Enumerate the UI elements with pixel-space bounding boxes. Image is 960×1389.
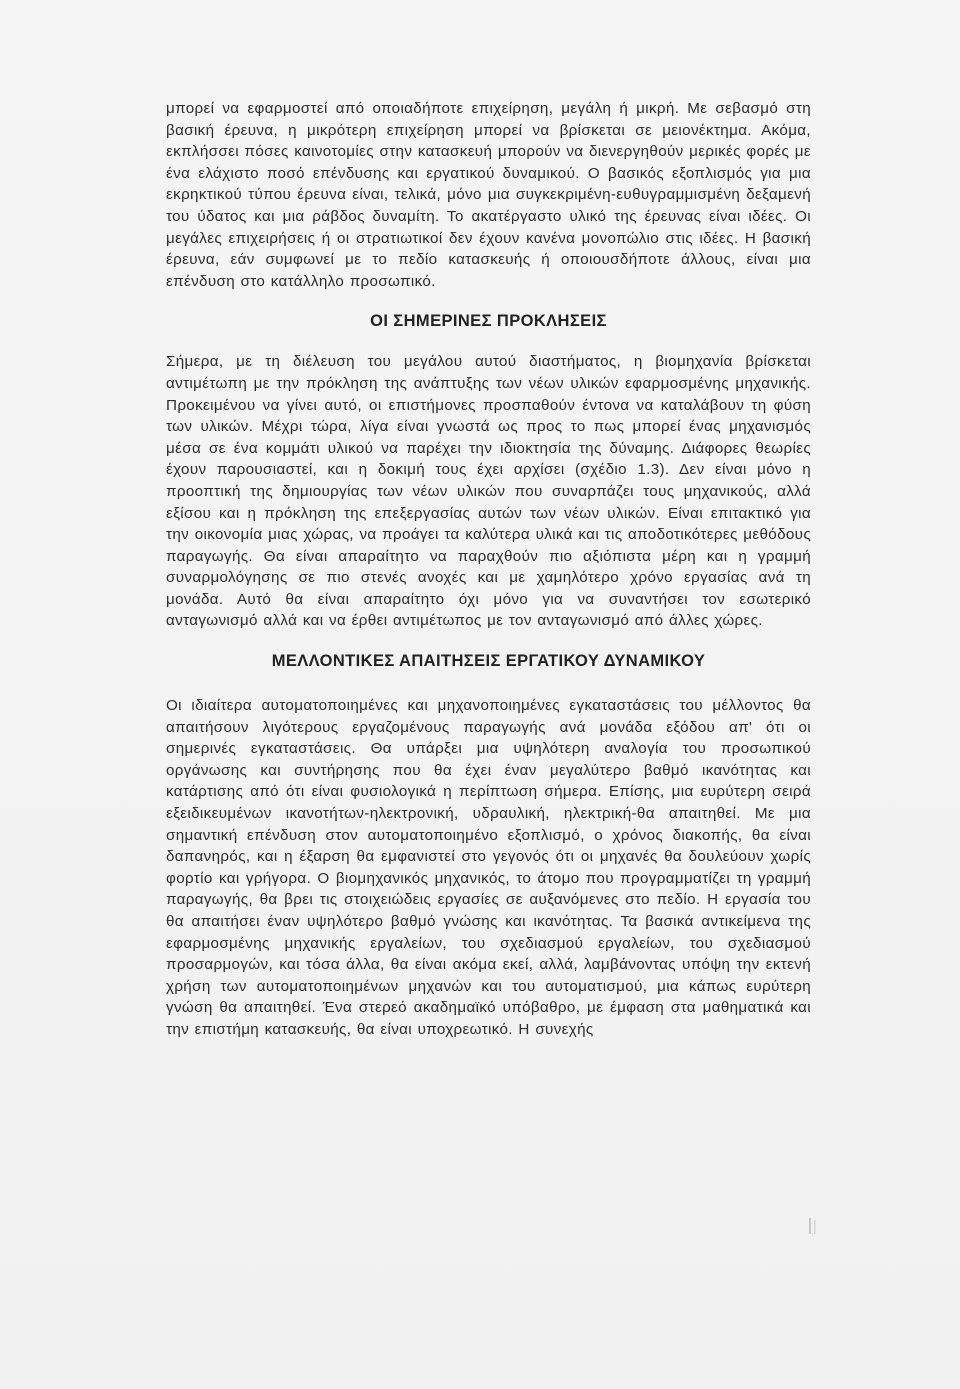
scan-artifact-mark [808,1216,820,1238]
paragraph-intro: μπορεί να εφαρμοστεί από οποιαδήποτε επιχείρηση, μεγάλη ή μικρή. Με σεβασμό στη βασική έρευνα, η μικρότερη επιχείρηση μπορεί να βρίσκεται σε μειονέκτημα. Ακόμα, εκπλήσσει πόσες καινοτομίες στην κατασκευή μπορούν να διενεργηθούν μερικές φορές με ένα ελάχιστο ποσό επένδυσης και εργατικού δυναμικού. Ο βασικός εξοπλισμός για μια εκρηκτικού τύπου έρευνα είναι, τελικά, μόνο μια συγκεκριμένη-ευθυγραμμισμένη δεξαμενή του ύδατος και μια ράβδος δυναμίτη. Το ακατέργαστο υλικό της έρευνας είναι ιδέες. Οι μεγάλες επιχειρήσεις ή οι στρατιωτικοί δεν έχουν κανένα μονοπώλιο στις ιδέες. Η βασική έρευνα, εάν συμφωνεί με το πεδίο κατασκευής ή οποιουσδήποτε άλλους, είναι μια επένδυση στο κατάλληλο προσωπικό. [166,100,811,290]
section-heading-challenges: ΟΙ ΣΗΜΕΡΙΝΕΣ ΠΡΟΚΛΗΣΕΙΣ [370,312,607,331]
paragraph-challenges: Σήμερα, με τη διέλευση του μεγάλου αυτού διαστήματος, η βιομηχανία βρίσκεται αντιμέτωπη με την πρόκληση της ανάπτυξης των νέων υλικών εφαρμοσμένης μηχανικής. Προκειμένου να γίνει αυτό, οι επιστήμονες προσπαθούν έντονα να καταλάβουν τη φύση των υλικών. Μέχρι τώρα, λίγα είναι γνωστά ως προς το πως μπορεί ένας μηχανισμός μέσα σε ένα κομμάτι υλικού να παρέχει την ιδιοκτησία της δύναμης. Διάφορες θεωρίες έχουν παρουσιαστεί, και η δοκιμή τους έχει αρχίσει (σχέδιο 1.3). Δεν είναι μόνο η προοπτική της δημιουργίας των νέων υλικών που συναρπάζει τους μηχανικούς, αλλά εξίσου και η πρόκληση της επεξεργασίας αυτών των νέων υλικών. Είναι επιτακτικό για την οικονομία μιας χώρας, να προάγει τα καλύτερα υλικά και τις αποδοτικότερες μεθόδους παραγωγής. Θα είναι απαραίτητο να παραχθούν πιο αξιόπιστα μέρη και η γραμμή συναρμολόγησης σε πιο στενές ανοχές και με χαμηλότερο χρόνο εργασίας ανά τη μονάδα. Αυτό θα είναι απαραίτητο όχι μόνο για να συναντήσει τον εσωτερικό ανταγωνισμό αλλά και να έρθει αντιμέτωπος με τον ανταγωνισμό από άλλες χώρες. [166,353,811,630]
paragraph-workforce: Οι ιδιαίτερα αυτοματοποιημένες και μηχανοποιημένες εγκαταστάσεις του μέλλοντος θα απαιτήσουν λιγότερους εργαζομένους παραγωγής ανά μονάδα εξόδου απ' ότι οι σημερινές εγκαταστάσεις. Θα υπάρξει μια υψηλότερη αναλογία του προσωπικού οργάνωσης και συντήρησης που θα έχει έναν μεγαλύτερο βαθμό ικανότητας και κατάρτισης από ότι είναι φυσιολογικά η περίπτωση σήμερα. Επίσης, μια ευρύτερη σειρά εξειδικευμένων ικανοτήτων-ηλεκτρονική, υδραυλική, ηλεκτρική-θα απαιτηθεί. Με μια σημαντική επένδυση στον αυτοματοποιημένο εξοπλισμό, ο χρόνος διακοπής, θα είναι δαπανηρός, και η έξαρση θα εμφανιστεί στο γεγονός ότι οι μηχανές θα δουλεύουν χωρίς φορτίο και γρήγορα. Ο βιομηχανικός μηχανικός, το άτομο που προγραμματίζει τη γραμμή παραγωγής, θα βρει τις στοιχειώδεις εργασίες σε αυξανόμενες στο πεδίο. Η εργασία του θα απαιτήσει έναν υψηλότερο βαθμό γνώσης και ικανότητας. Τα βασικά αντικείμενα της εφαρμοσμένης μηχανικής εργαλείων, του σχεδιασμού εργαλείων, του σχεδιασμού προσαρμογών, και τόσα άλλα, θα είναι ακόμα εκεί, αλλά, λαμβάνοντας υπόψη την εκτενή χρήση των αυτοματοποιημένων μηχανών και του αυτοματισμού, μια κάπως ευρύτερη γνώση θα απαιτηθεί. Ένα στερεό ακαδημαϊκό υπόβαθρο, με έμφαση στα μαθηματικά και την επιστήμη κατασκευής, θα είναι υποχρεωτικό. Η συνεχής [166,697,811,1038]
section-heading-workforce: ΜΕΛΛΟΝΤΙΚΕΣ ΑΠΑΙΤΗΣΕΙΣ ΕΡΓΑΤΙΚΟΥ ΔΥΝΑΜΙΚΟΥ [271,652,706,671]
document-body [166,98,811,1041]
